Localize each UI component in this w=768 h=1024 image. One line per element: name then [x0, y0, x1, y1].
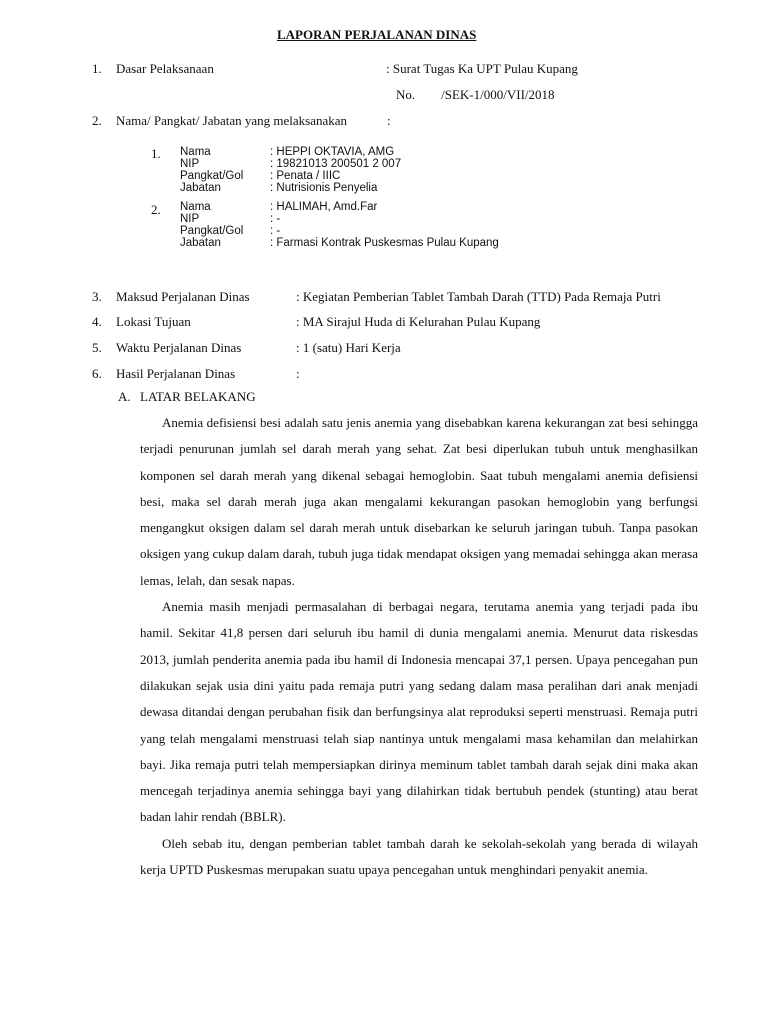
section-2-value: :	[387, 113, 391, 128]
item-3-value: : Kegiatan Pemberian Tablet Tambah Darah (TTD) Pada Remaja Putri	[296, 289, 661, 304]
item-4-value: : MA Sirajul Huda di Kelurahan Pulau Kupang	[296, 314, 541, 329]
person-1-number: 1.	[151, 146, 161, 161]
paragraph-3: Oleh sebab itu, dengan pemberian tablet tambah darah ke sekolah-sekolah yang berada di wilayah kerja UPTD Puskesmas merupakan suatu upaya pencegahan untuk menghindari penyakit anemia.	[140, 835, 698, 878]
paragraph-1: Anemia defisiensi besi adalah satu jenis anemia yang disebabkan karena kekurangan zat besi sehingga terjadi penurunan jumlah sel darah merah yang sehat. Zat besi diperlukan tubuh untuk menghasilkan komponen sel darah merah yang dikenal sebagai hemoglobin. Saat tubuh mengalami anemia defisiensi besi, maka sel darah merah juga akan mengalami kekurangan pasokan hemoglobin yang berfungsi mengangkut oksigen dalam sel darah merah untuk disebarkan ke seluruh jaringan tubuh. Tanpa pasokan oksigen yang cukup dalam darah, tubuh juga tidak mendapat oksigen yang memadai sehingga akan merasa lemas, lelah, dan sesak napas.	[140, 415, 698, 588]
item-6-number: 6.	[92, 366, 102, 381]
person-2-position-label: Jabatan	[180, 237, 221, 249]
item-3-number: 3.	[92, 289, 102, 304]
person-2-nip-value: : -	[270, 213, 281, 225]
letter-number: No. /SEK-1/000/VII/2018	[396, 87, 555, 102]
person-2-nip-label: NIP	[180, 213, 200, 225]
item-3-label: Maksud Perjalanan Dinas	[116, 289, 250, 304]
item-6-value: :	[296, 366, 300, 381]
person-1-nip-label: NIP	[180, 158, 200, 170]
person-1-position-value: : Nutrisionis Penyelia	[270, 182, 378, 194]
person-2-position-value: : Farmasi Kontrak Puskesmas Pulau Kupang	[270, 237, 499, 249]
person-2-rank-value: : -	[270, 225, 281, 237]
item-5-number: 5.	[92, 340, 102, 355]
person-1-name-label: Nama	[180, 146, 211, 158]
person-2-rank-label: Pangkat/Gol	[180, 225, 244, 237]
section-2-label: Nama/ Pangkat/ Jabatan yang melaksanakan	[116, 113, 348, 128]
person-1-position-label: Jabatan	[180, 182, 221, 194]
person-1-rank-label: Pangkat/Gol	[180, 170, 244, 182]
section-1-number: 1.	[92, 61, 102, 76]
document-title: LAPORAN PERJALANAN DINAS	[277, 27, 477, 42]
section-1-value: : Surat Tugas Ka UPT Pulau Kupang	[386, 61, 578, 76]
item-4-label: Lokasi Tujuan	[116, 314, 191, 329]
subsection-letter: A.	[118, 389, 131, 404]
subsection-heading: LATAR BELAKANG	[140, 389, 256, 404]
person-2-number: 2.	[151, 202, 161, 217]
person-1-name-value: : HEPPI OKTAVIA, AMG	[270, 146, 395, 158]
item-6-label: Hasil Perjalanan Dinas	[116, 366, 236, 381]
section-2-number: 2.	[92, 113, 102, 128]
item-4-number: 4.	[92, 314, 102, 329]
body-text	[140, 410, 698, 883]
person-1-rank-value: : Penata / IIIC	[270, 170, 341, 182]
section-1-label: Dasar Pelaksanaan	[116, 61, 214, 76]
person-2-name-value: : HALIMAH, Amd.Far	[270, 201, 378, 213]
item-5-value: : 1 (satu) Hari Kerja	[296, 340, 401, 355]
person-1-nip-value: : 19821013 200501 2 007	[270, 158, 402, 170]
item-5-label: Waktu Perjalanan Dinas	[116, 340, 242, 355]
person-2-name-label: Nama	[180, 201, 211, 213]
paragraph-2: Anemia masih menjadi permasalahan di berbagai negara, terutama anemia yang terjadi pada ibu hamil. Sekitar 41,8 persen dari seluruh ibu hamil di dunia mengalami anemia. Menurut data riskesdas 2013, jumlah penderita anemia pada ibu hamil di Indonesia mencapai 37,1 persen. Upaya pencegahan pun dilakukan sejak usia dini yaitu pada remaja putri yang sedang dalam masa peralihan dari anak menjadi dewasa ditandai dengan perubahan fisik dan berfungsinya alat reproduksi seperti menstruasi. Remaja putri yang telah mengalami menstruasi telah siap nantinya untuk mengalami masa kehamilan dan melahirkan bayi. Jika remaja putri telah mempersiapkan dirinya meminum tablet tambah darah sejak dini maka akan mencegah terjadinya anemia sehingga bayi yang dilahirkan tidak bertubuh pendek (stunting) atau berat badan lahir rendah (BBLR).	[140, 599, 698, 825]
